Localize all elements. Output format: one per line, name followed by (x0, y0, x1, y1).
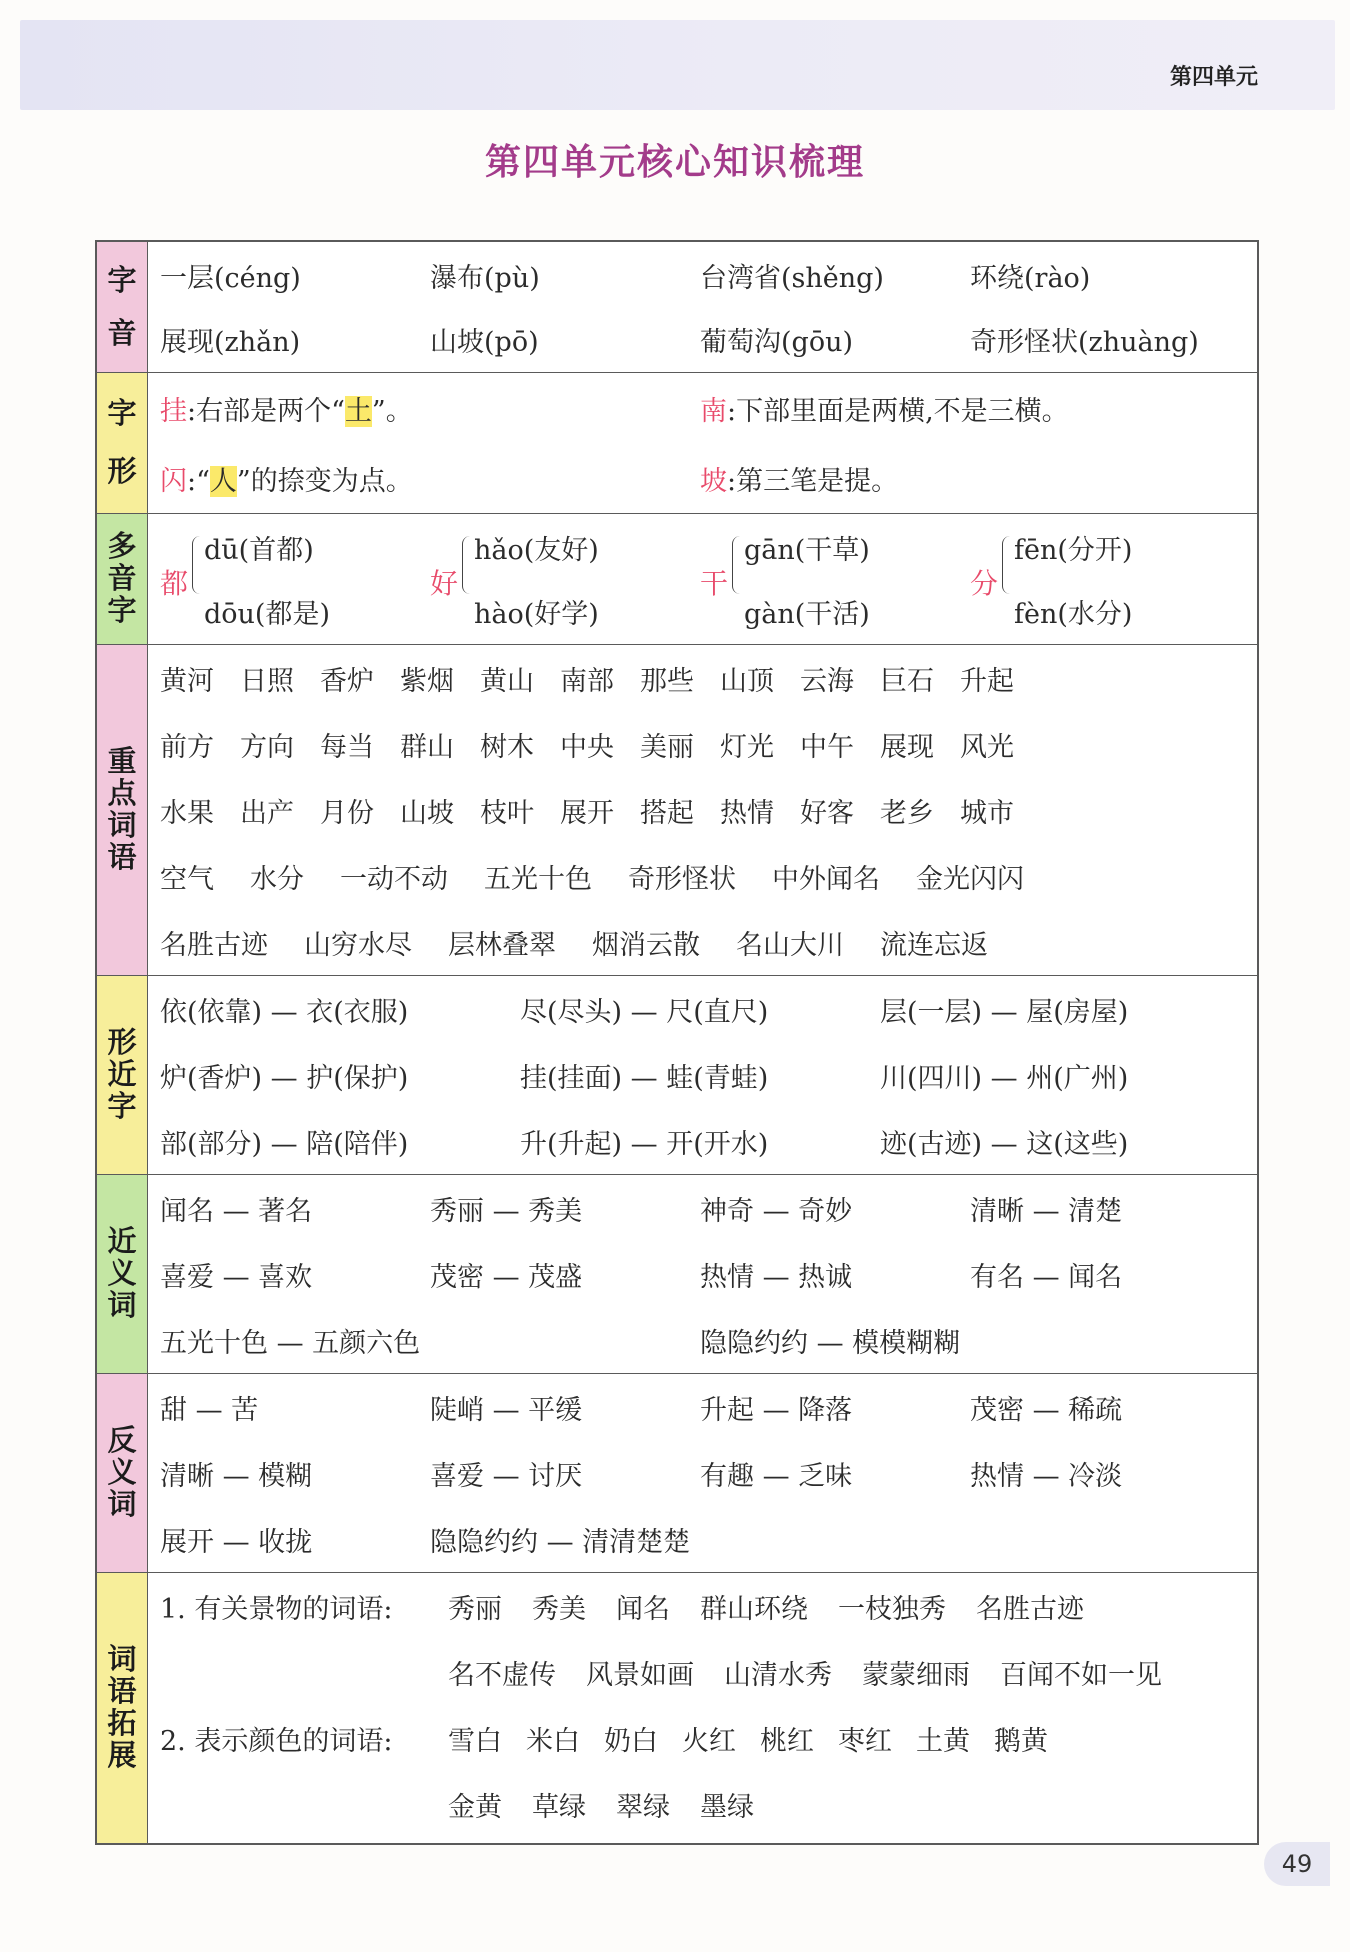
page-number: 49 (1264, 1842, 1330, 1886)
pair-item: 部(部分) — 陪(陪伴) (160, 1129, 409, 1160)
pair-item: 热情 — 热诚 (700, 1262, 853, 1293)
key-word: 好客 (800, 798, 854, 829)
key-word: 层林叠翠 (448, 930, 556, 961)
key-word: 云海 (800, 666, 854, 697)
key-word: 紫烟 (400, 666, 454, 697)
zhong-dian-ci-yu-content (148, 645, 1257, 975)
key-word: 展开 (560, 798, 614, 829)
key-word: 树木 (480, 732, 534, 763)
key-word: 黄山 (480, 666, 534, 697)
pair-item: 展开 — 收拢 (160, 1527, 313, 1558)
word-row (160, 791, 1257, 830)
row-label-ci-yu-tuo-zhan: 词 语 拓 展 (97, 1573, 148, 1843)
row-label-zi-xing: 字 形 (97, 373, 148, 513)
header-banner (20, 20, 1335, 110)
expansion-word-row (448, 1587, 1257, 1626)
key-word: 烟消云散 (592, 930, 700, 961)
expansion-word: 名不虚传 (448, 1660, 556, 1691)
key-word: 流连忘返 (880, 930, 988, 961)
key-word: 出产 (240, 798, 294, 829)
key-word: 日照 (240, 666, 294, 697)
key-word: 山顶 (720, 666, 774, 697)
key-word: 空气 (160, 864, 214, 895)
pair-item: 清晰 — 模糊 (160, 1461, 313, 1492)
expansion-word-row (448, 1653, 1257, 1692)
key-word: 老乡 (880, 798, 934, 829)
row-label-duo-yin-zi: 多 音 字 (97, 514, 148, 644)
key-word: 城市 (960, 798, 1014, 829)
pair-item: 清晰 — 清楚 (970, 1196, 1123, 1227)
expansion-word-row (448, 1785, 1257, 1824)
expansion-word: 百闻不如一见 (1000, 1660, 1162, 1691)
pinyin-item: 台湾省(shěng) (700, 263, 884, 294)
key-word: 奇形怪状 (628, 864, 736, 895)
expansion-word: 秀丽 (448, 1594, 502, 1625)
ci-yu-tuo-zhan-content (148, 1573, 1257, 1843)
pinyin-item: 山坡(pō) (430, 327, 539, 358)
knowledge-table (95, 240, 1259, 1845)
row-label-zi-yin: 字 音 (97, 242, 148, 372)
unit-label: 第四单元 (1169, 65, 1258, 90)
zi-xing-item: 挂:右部是两个“土”。 (160, 396, 413, 427)
pinyin-item: 环绕(rào) (970, 263, 1091, 294)
key-word: 展现 (880, 732, 934, 763)
pinyin-item: 瀑布(pù) (430, 263, 540, 294)
key-word: 山穷水尽 (304, 930, 412, 961)
row-ci-yu-tuo-zhan (97, 1572, 1257, 1843)
key-word: 升起 (960, 666, 1014, 697)
key-word: 南部 (560, 666, 614, 697)
pair-item: 升起 — 降落 (700, 1395, 853, 1426)
pair-item: 陡峭 — 平缓 (430, 1395, 583, 1426)
row-zhong-dian-ci-yu (97, 644, 1257, 975)
pair-item: 川(四川) — 州(广州) (880, 1063, 1129, 1094)
pair-item: 层(一层) — 屋(房屋) (880, 997, 1129, 1028)
expansion-word: 草绿 (532, 1792, 586, 1823)
pair-item: 挂(挂面) — 蛙(青蛙) (520, 1063, 769, 1094)
pair-item: 迹(古迹) — 这(这些) (880, 1129, 1129, 1160)
pair-item: 有趣 — 乏味 (700, 1461, 853, 1492)
row-fan-yi-ci (97, 1373, 1257, 1572)
row-label-xing-jin-zi: 形 近 字 (97, 976, 148, 1174)
key-word: 一动不动 (340, 864, 448, 895)
key-word: 中外闻名 (772, 864, 880, 895)
key-word: 方向 (240, 732, 294, 763)
pair-item: 甜 — 苦 (160, 1395, 259, 1426)
pair-item: 隐隐约约 — 清清楚楚 (430, 1527, 691, 1558)
key-word: 每当 (320, 732, 374, 763)
zi-xing-content (148, 373, 1257, 513)
row-label-jin-yi-ci: 近 义 词 (97, 1175, 148, 1373)
expansion-word: 金黄 (448, 1792, 502, 1823)
key-word: 巨石 (880, 666, 934, 697)
pair-item: 茂密 — 茂盛 (430, 1262, 583, 1293)
pinyin-item: 葡萄沟(gōu) (700, 327, 853, 358)
jin-yi-ci-content (148, 1175, 1257, 1373)
expansion-word: 枣红 (838, 1726, 892, 1757)
duo-yin-zi-content: 都 dū(首都) dōu(都是) 好 hǎo(友好) hào(好学) 干 gān(干草) gàn(干活) 分 fēn(分开) fèn(水分) (160, 535, 1133, 630)
expansion-word: 群山环绕 (700, 1594, 808, 1625)
row-duo-yin-zi (97, 513, 1257, 644)
pair-item: 炉(香炉) — 护(保护) (160, 1063, 409, 1094)
row-jin-yi-ci (97, 1174, 1257, 1373)
expansion-word: 秀美 (532, 1594, 586, 1625)
pair-item: 依(依靠) — 衣(衣服) (160, 997, 409, 1028)
pair-item: 神奇 — 奇妙 (700, 1196, 853, 1227)
row-xing-jin-zi (97, 975, 1257, 1174)
key-word: 五光十色 (484, 864, 592, 895)
expansion-word: 桃红 (760, 1726, 814, 1757)
pinyin-item: 一层(céng) (160, 263, 301, 294)
row-zi-yin (97, 242, 1257, 372)
word-row (160, 659, 1257, 698)
zi-yin-content (148, 242, 1257, 372)
key-word: 前方 (160, 732, 214, 763)
fan-yi-ci-content (148, 1374, 1257, 1572)
expansion-word: 闻名 (616, 1594, 670, 1625)
key-word: 水果 (160, 798, 214, 829)
key-word: 月份 (320, 798, 374, 829)
pair-item: 秀丽 — 秀美 (430, 1196, 583, 1227)
word-row (160, 725, 1257, 764)
key-word: 热情 (720, 798, 774, 829)
key-word: 风光 (960, 732, 1014, 763)
key-word: 山坡 (400, 798, 454, 829)
pair-item: 茂密 — 稀疏 (970, 1395, 1123, 1426)
zi-xing-item: 南:下部里面是两横,不是三横。 (700, 396, 1069, 427)
expansion-word: 名胜古迹 (976, 1594, 1084, 1625)
word-row (160, 857, 1257, 896)
pair-item: 隐隐约约 — 模模糊糊 (700, 1328, 961, 1359)
key-word: 金光闪闪 (916, 864, 1024, 895)
expansion-word: 山清水秀 (724, 1660, 832, 1691)
key-word: 美丽 (640, 732, 694, 763)
expansion-word-row (448, 1719, 1257, 1758)
pair-item: 升(升起) — 开(开水) (520, 1129, 769, 1160)
key-word: 水分 (250, 864, 304, 895)
page-title: 第四单元核心知识梳理 (484, 142, 865, 183)
expansion-word: 翠绿 (616, 1792, 670, 1823)
key-word: 灯光 (720, 732, 774, 763)
pair-item: 闻名 — 著名 (160, 1196, 313, 1227)
row-zi-xing (97, 372, 1257, 513)
key-word: 黄河 (160, 666, 214, 697)
pair-item: 五光十色 — 五颜六色 (160, 1328, 421, 1359)
key-word: 名山大川 (736, 930, 844, 961)
word-row (160, 923, 1257, 962)
expansion-title-2: 2. 表示颜色的词语: (160, 1726, 393, 1757)
key-word: 名胜古迹 (160, 930, 268, 961)
key-word: 中央 (560, 732, 614, 763)
expansion-word: 鹅黄 (994, 1726, 1048, 1757)
expansion-word: 蒙蒙细雨 (862, 1660, 970, 1691)
expansion-word: 奶白 (604, 1726, 658, 1757)
pair-item: 尽(尽头) — 尺(直尺) (520, 997, 769, 1028)
key-word: 群山 (400, 732, 454, 763)
key-word: 搭起 (640, 798, 694, 829)
pair-item: 热情 — 冷淡 (970, 1461, 1123, 1492)
expansion-word: 土黄 (916, 1726, 970, 1757)
key-word: 中午 (800, 732, 854, 763)
key-word: 香炉 (320, 666, 374, 697)
xing-jin-zi-content (148, 976, 1257, 1174)
expansion-word: 一枝独秀 (838, 1594, 946, 1625)
pinyin-item: 奇形怪状(zhuàng) (970, 327, 1199, 358)
pair-item: 有名 — 闻名 (970, 1262, 1123, 1293)
pinyin-item: 展现(zhǎn) (160, 327, 301, 358)
pair-item: 喜爱 — 喜欢 (160, 1262, 313, 1293)
zi-xing-item: 闪:“人”的捺变为点。 (160, 466, 413, 497)
expansion-title-1: 1. 有关景物的词语: (160, 1594, 393, 1625)
key-word: 枝叶 (480, 798, 534, 829)
expansion-word: 火红 (682, 1726, 736, 1757)
row-label-fan-yi-ci: 反 义 词 (97, 1374, 148, 1572)
zi-xing-item: 坡:第三笔是提。 (700, 466, 899, 497)
expansion-word: 雪白 (448, 1726, 502, 1757)
row-label-zhong-dian-ci-yu: 重 点 词 语 (97, 645, 148, 975)
expansion-word: 米白 (526, 1726, 580, 1757)
expansion-word: 墨绿 (700, 1792, 754, 1823)
expansion-word: 风景如画 (586, 1660, 694, 1691)
key-word: 那些 (640, 666, 694, 697)
pair-item: 喜爱 — 讨厌 (430, 1461, 583, 1492)
